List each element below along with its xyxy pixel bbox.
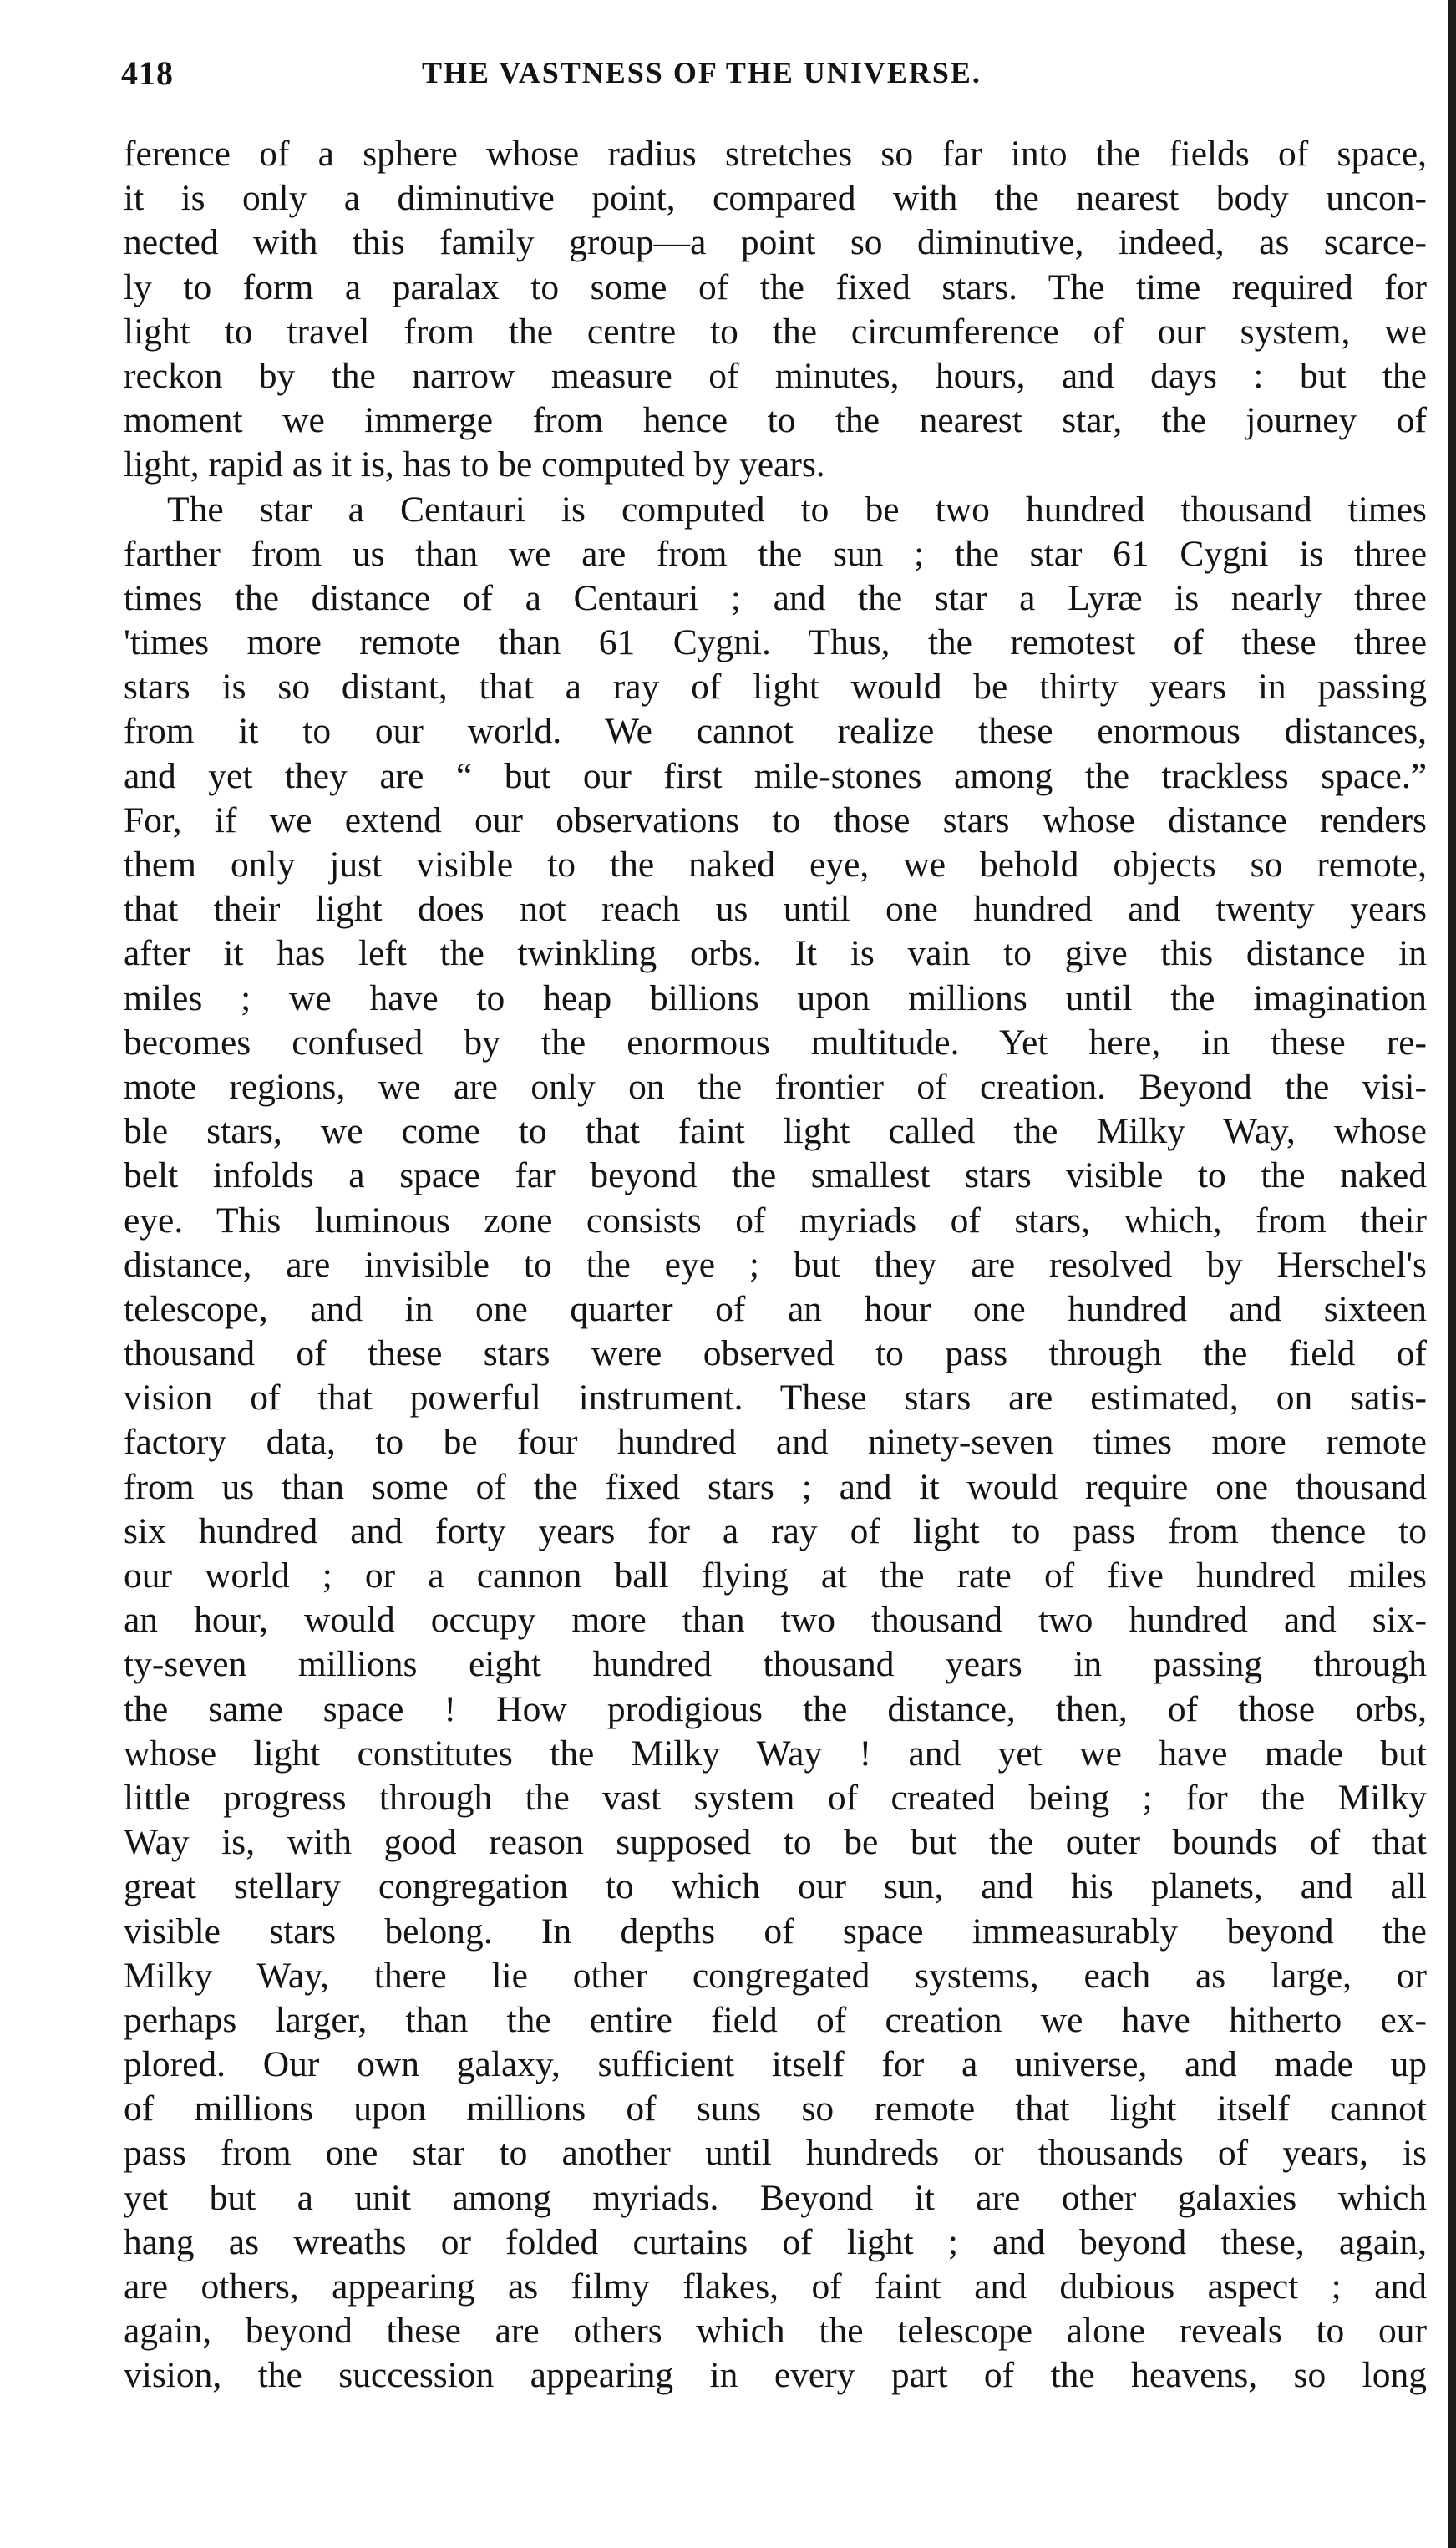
text-line: them only just visible to the naked eye, we behold objects so remote,	[124, 845, 1427, 885]
text-line: the same space ! How prodigious the distance, then, of those orbs,	[124, 1688, 1427, 1729]
text-line: great stellary congregation to which our sun, and his planets, and all	[124, 1866, 1427, 1907]
text-line: perhaps larger, than the entire field of creation we have hitherto ex-	[124, 1999, 1427, 2040]
text-line: distance, are invisible to the eye ; but they are resolved by Herschel's	[124, 1244, 1427, 1285]
text-line: it is only a diminutive point, compared with the nearest body uncon-	[124, 178, 1427, 219]
text-line: 'times more remote than 61 Cygni. Thus, the remotest of these three	[124, 622, 1427, 663]
text-line: of millions upon millions of suns so remote that light itself cannot	[124, 2089, 1427, 2129]
text-line: mote regions, we are only on the frontier of creation. Beyond the visi-	[124, 1066, 1427, 1107]
text-line: miles ; we have to heap billions upon millions until the imagination	[124, 977, 1427, 1018]
text-line: six hundred and forty years for a ray of light to pass from thence to	[124, 1510, 1427, 1551]
text-line: and yet they are “ but our first mile-stones among the trackless space.”	[124, 755, 1427, 796]
text-line: from us than some of the fixed stars ; and it would require one thousand	[124, 1466, 1427, 1507]
text-line: little progress through the vast system of created being ; for the Milky	[124, 1777, 1427, 1818]
text-line: whose light constitutes the Milky Way ! and yet we have made but	[124, 1733, 1427, 1774]
text-line: thousand of these stars were observed to pass through the field of	[124, 1333, 1427, 1374]
text-line: ty-seven millions eight hundred thousand years in passing through	[124, 1644, 1427, 1685]
running-title: THE VASTNESS OF THE UNIVERSE.	[422, 56, 982, 89]
page-header	[121, 48, 1408, 107]
text-line: becomes confused by the enormous multitude. Yet here, in these re-	[124, 1022, 1427, 1063]
text-line: nected with this family group—a point so diminutive, indeed, as scarce-	[124, 222, 1427, 263]
text-line: times the distance of a Centauri ; and the star a Lyræ is nearly three	[124, 577, 1427, 618]
text-line: after it has left the twinkling orbs. It is vain to give this distance in	[124, 933, 1427, 974]
text-line: vision, the succession appearing in every part of the heavens, so long	[124, 2355, 1427, 2396]
text-line: pass from one star to another until hundreds or thousands of years, is	[124, 2133, 1427, 2174]
text-line: ference of a sphere whose radius stretches so far into the fields of space,	[124, 134, 1427, 174]
text-line: vision of that powerful instrument. These stars are estimated, on satis-	[124, 1378, 1427, 1419]
text-line: that their light does not reach us until one hundred and twenty years	[124, 889, 1427, 930]
text-line: hang as wreaths or folded curtains of light ; and beyond these, again,	[124, 2221, 1427, 2262]
text-line: from it to our world. We cannot realize these enormous distances,	[124, 711, 1427, 752]
text-line: farther from us than we are from the sun ; the star 61 Cygni is three	[124, 533, 1427, 574]
text-line: The star a Centauri is computed to be two hundred thousand times	[167, 489, 1427, 530]
text-line: visible stars belong. In depths of space immeasurably beyond the	[124, 1911, 1427, 1952]
text-line: ly to form a paralax to some of the fixed stars. The time required for	[124, 266, 1427, 307]
text-line: factory data, to be four hundred and ninety-seven times more remote	[124, 1422, 1427, 1463]
text-line: stars is so distant, that a ray of light would be thirty years in passing	[124, 667, 1427, 708]
text-line: plored. Our own galaxy, sufficient itself for a universe, and made up	[124, 2044, 1427, 2085]
text-line: moment we immerge from hence to the nearest star, the journey of	[124, 400, 1427, 441]
text-line: belt infolds a space far beyond the smallest stars visible to the naked	[124, 1155, 1427, 1196]
text-line: For, if we extend our observations to those stars whose distance renders	[124, 799, 1427, 840]
text-line: yet but a unit among myriads. Beyond it are other galaxies which	[124, 2177, 1427, 2218]
text-line: our world ; or a cannon ball flying at the rate of five hundred miles	[124, 1556, 1427, 1596]
text-line: Way is, with good reason supposed to be but the outer bounds of that	[124, 1822, 1427, 1863]
body-text	[124, 132, 1427, 2398]
text-line: telescope, and in one quarter of an hour one hundred and sixteen	[124, 1288, 1427, 1329]
text-line: light, rapid as it is, has to be computed by years.	[124, 444, 825, 485]
text-line: eye. This luminous zone consists of myriads of stars, which, from their	[124, 1200, 1427, 1241]
page-edge-rule	[1448, 0, 1456, 2548]
text-line: reckon by the narrow measure of minutes, hours, and days : but the	[124, 355, 1427, 396]
text-line: again, beyond these are others which the telescope alone reveals to our	[124, 2311, 1427, 2352]
text-line: Milky Way, there lie other congregated systems, each as large, or	[124, 1955, 1427, 1996]
text-line: ble stars, we come to that faint light called the Milky Way, whose	[124, 1111, 1427, 1152]
page-number: 418	[121, 54, 174, 92]
text-line: are others, appearing as filmy flakes, of faint and dubious aspect ; and	[124, 2266, 1427, 2307]
text-line: an hour, would occupy more than two thousand two hundred and six-	[124, 1600, 1427, 1641]
text-line: light to travel from the centre to the circumference of our system, we	[124, 311, 1427, 352]
